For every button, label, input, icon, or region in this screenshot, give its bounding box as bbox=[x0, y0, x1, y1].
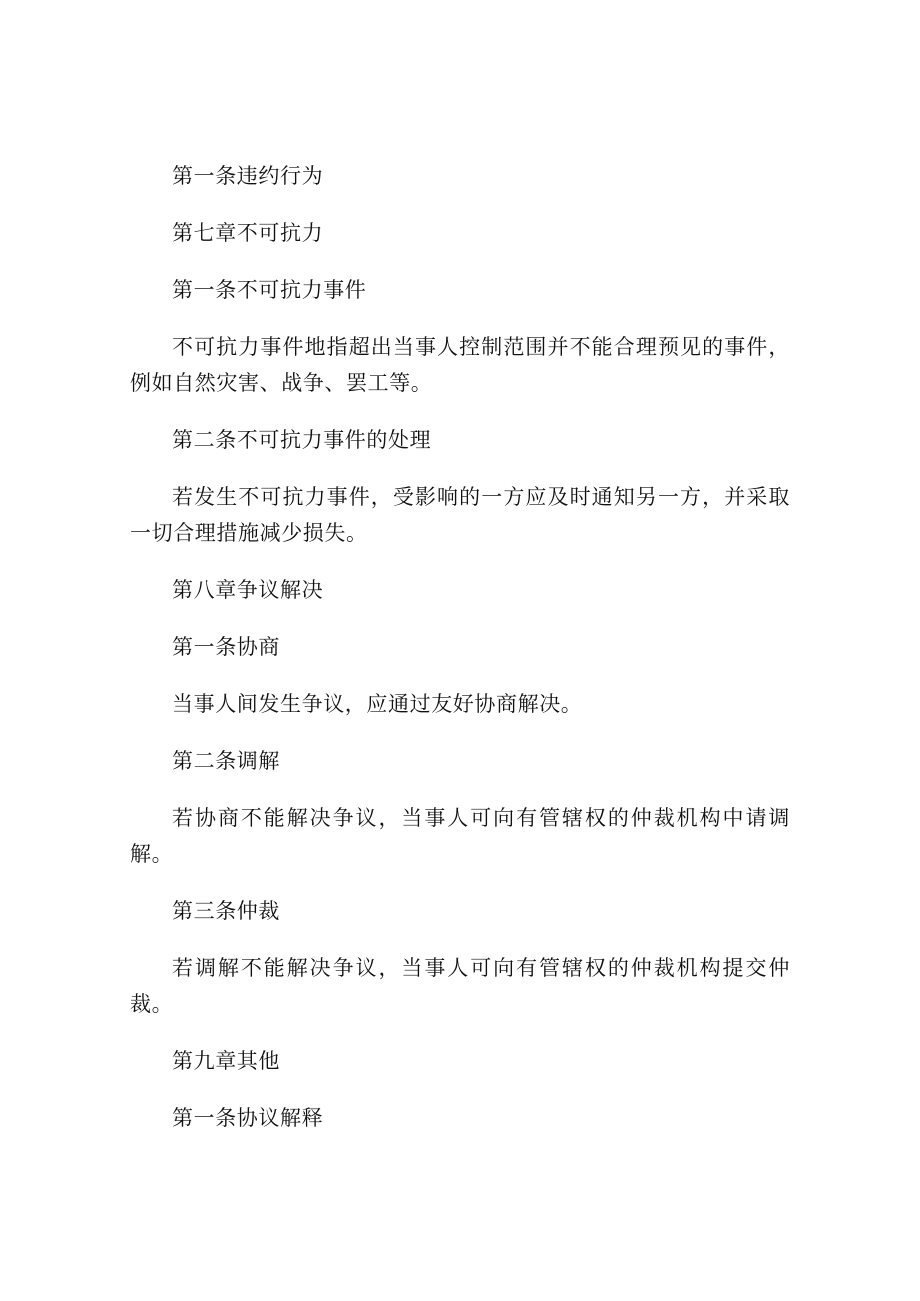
paragraph-negotiation: 当事人间发生争议，应通过友好协商解决。 bbox=[172, 692, 583, 716]
article-heading-force-majeure-event: 第一条不可抗力事件 bbox=[172, 278, 367, 302]
chapter-heading-other: 第九章其他 bbox=[172, 1049, 280, 1073]
paragraph-mediation: 若协商不能解决争议，当事人可向有管辖权的仲裁机构中请调解。 bbox=[130, 806, 790, 866]
article-heading-force-majeure-handling: 第二条不可抗力事件的处理 bbox=[172, 428, 432, 452]
paragraph-force-majeure-definition: 不可抗力事件地指超出当事人控制范围并不能合理预见的事件，例如自然灾害、战争、罢工等。 bbox=[130, 335, 790, 395]
article-heading-negotiation: 第一条协商 bbox=[172, 635, 280, 659]
paragraph-force-majeure-handling: 若发生不可抗力事件，受影响的一方应及时通知另一方，并采取一切合理措施减少损失。 bbox=[130, 485, 790, 545]
paragraph-arbitration: 若调解不能解决争议，当事人可向有管辖权的仲裁机构提交仲裁。 bbox=[130, 956, 790, 1016]
article-heading-breach: 第一条违约行为 bbox=[172, 164, 324, 188]
document-body bbox=[130, 158, 790, 1157]
chapter-heading-dispute-resolution: 第八章争议解决 bbox=[172, 578, 324, 602]
chapter-heading-force-majeure: 第七章不可抗力 bbox=[172, 221, 324, 245]
article-heading-mediation: 第二条调解 bbox=[172, 749, 280, 773]
article-heading-interpretation: 第一条协议解释 bbox=[172, 1106, 324, 1130]
article-heading-arbitration: 第三条仲裁 bbox=[172, 899, 280, 923]
